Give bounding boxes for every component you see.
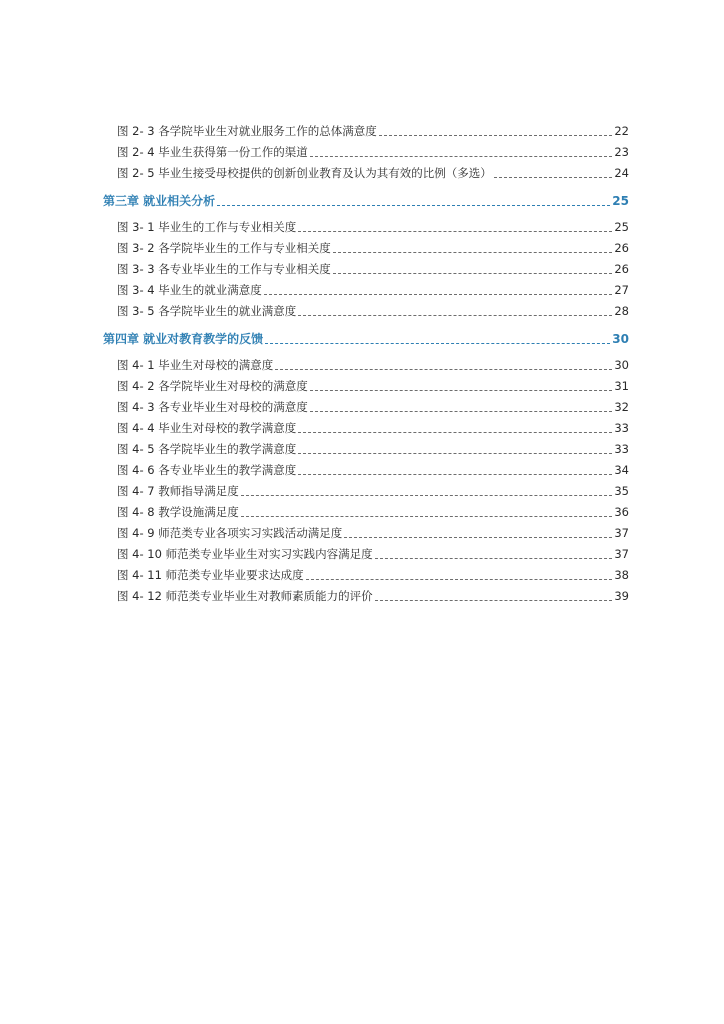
toc-entry-label: 图 2- 4 毕业生获得第一份工作的渠道 <box>117 145 308 159</box>
toc-entry[interactable] <box>117 300 629 318</box>
toc-entry[interactable] <box>117 141 629 159</box>
toc-entry-label: 图 4- 11 师范类专业毕业要求达成度 <box>117 568 304 582</box>
toc-entry[interactable] <box>117 417 629 435</box>
toc-entry-label: 图 4- 1 毕业生对母校的满意度 <box>117 358 274 372</box>
toc-entry-label: 图 4- 6 各专业毕业生的教学满意度 <box>117 463 297 477</box>
toc-entry-label: 图 3- 4 毕业生的就业满意度 <box>117 283 262 297</box>
dot-leader <box>298 474 612 475</box>
toc-entry[interactable] <box>117 438 629 456</box>
toc-page-number: 26 <box>614 241 629 255</box>
toc-entry[interactable] <box>117 237 629 255</box>
toc-entry[interactable] <box>117 543 629 561</box>
toc-entry[interactable] <box>117 501 629 519</box>
toc-page-number: 22 <box>614 124 629 138</box>
dot-leader <box>241 516 613 517</box>
toc-entry-label: 图 4- 7 教师指导满足度 <box>117 484 239 498</box>
dot-leader <box>265 343 610 344</box>
toc-page-number: 33 <box>614 421 629 435</box>
toc-entry[interactable] <box>117 216 629 234</box>
toc-page-number: 33 <box>614 442 629 456</box>
toc-page-number: 26 <box>614 262 629 276</box>
toc-entry-label: 图 4- 3 各专业毕业生对母校的满意度 <box>117 400 308 414</box>
dot-leader <box>344 537 612 538</box>
toc-page-number: 24 <box>614 166 629 180</box>
toc-entry-label: 图 4- 5 各学院毕业生的教学满意度 <box>117 442 297 456</box>
dot-leader <box>298 453 612 454</box>
toc-entry[interactable] <box>117 162 629 180</box>
dot-leader <box>310 156 613 157</box>
toc-entry[interactable] <box>117 585 629 603</box>
dot-leader <box>310 411 613 412</box>
toc-page-number: 36 <box>614 505 629 519</box>
toc-page-number: 28 <box>614 304 629 318</box>
toc-entry[interactable] <box>117 396 629 414</box>
toc-page-number: 34 <box>614 463 629 477</box>
toc-page-number: 27 <box>614 283 629 297</box>
dot-leader <box>298 432 612 433</box>
dot-leader <box>310 390 613 391</box>
toc-page-number: 38 <box>614 568 629 582</box>
toc-entry[interactable] <box>117 480 629 498</box>
toc-page-number: 37 <box>614 526 629 540</box>
toc-page-number: 35 <box>614 484 629 498</box>
toc-entry-label: 图 3- 3 各专业毕业生的工作与专业相关度 <box>117 262 331 276</box>
dot-leader <box>275 369 612 370</box>
toc-entry[interactable] <box>117 354 629 372</box>
toc-page-number: 39 <box>614 589 629 603</box>
toc-chapter-heading[interactable] <box>103 190 629 208</box>
toc-entry-label: 图 3- 5 各学院毕业生的就业满意度 <box>117 304 297 318</box>
toc-page-number: 31 <box>614 379 629 393</box>
toc-entry[interactable] <box>117 258 629 276</box>
toc-chapter-label: 第三章 就业相关分析 <box>103 194 216 208</box>
dot-leader <box>494 177 613 178</box>
toc-entry-label: 图 3- 1 毕业生的工作与专业相关度 <box>117 220 297 234</box>
dot-leader <box>241 495 613 496</box>
toc-entry-label: 图 2- 5 毕业生接受母校提供的创新创业教育及认为其有效的比例（多选） <box>117 166 492 180</box>
toc-entry-label: 图 4- 9 师范类专业各项实习实践活动满足度 <box>117 526 343 540</box>
toc-entry[interactable] <box>117 459 629 477</box>
toc-entry[interactable] <box>117 279 629 297</box>
toc-page-number: 30 <box>612 332 629 346</box>
toc-entry-label: 图 4- 2 各学院毕业生对母校的满意度 <box>117 379 308 393</box>
toc-chapter-heading[interactable] <box>103 328 629 346</box>
toc-entry[interactable] <box>117 375 629 393</box>
toc-entry-label: 图 4- 10 师范类专业毕业生对实习实践内容满足度 <box>117 547 373 561</box>
dot-leader <box>306 579 613 580</box>
toc-page-number: 37 <box>614 547 629 561</box>
toc-page-number: 25 <box>612 194 629 208</box>
toc-entry-label: 图 4- 12 师范类专业毕业生对教师素质能力的评价 <box>117 589 373 603</box>
toc-entry-label: 图 3- 2 各学院毕业生的工作与专业相关度 <box>117 241 331 255</box>
dot-leader <box>298 315 612 316</box>
toc-page-number: 25 <box>614 220 629 234</box>
toc-entry-label: 图 4- 8 教学设施满足度 <box>117 505 239 519</box>
dot-leader <box>333 273 613 274</box>
toc-entry[interactable] <box>117 564 629 582</box>
toc-page-number: 30 <box>614 358 629 372</box>
dot-leader <box>298 231 612 232</box>
dot-leader <box>379 135 613 136</box>
dot-leader <box>217 205 610 206</box>
toc-entry[interactable] <box>117 522 629 540</box>
dot-leader <box>333 252 613 253</box>
dot-leader <box>375 600 613 601</box>
toc-entry-label: 图 2- 3 各学院毕业生对就业服务工作的总体满意度 <box>117 124 377 138</box>
toc-entry-label: 图 4- 4 毕业生对母校的教学满意度 <box>117 421 297 435</box>
dot-leader <box>264 294 613 295</box>
toc-chapter-label: 第四章 就业对教育教学的反馈 <box>103 332 264 346</box>
toc-page-number: 23 <box>614 145 629 159</box>
toc-page-number: 32 <box>614 400 629 414</box>
toc-entry[interactable] <box>117 120 629 138</box>
dot-leader <box>375 558 613 559</box>
